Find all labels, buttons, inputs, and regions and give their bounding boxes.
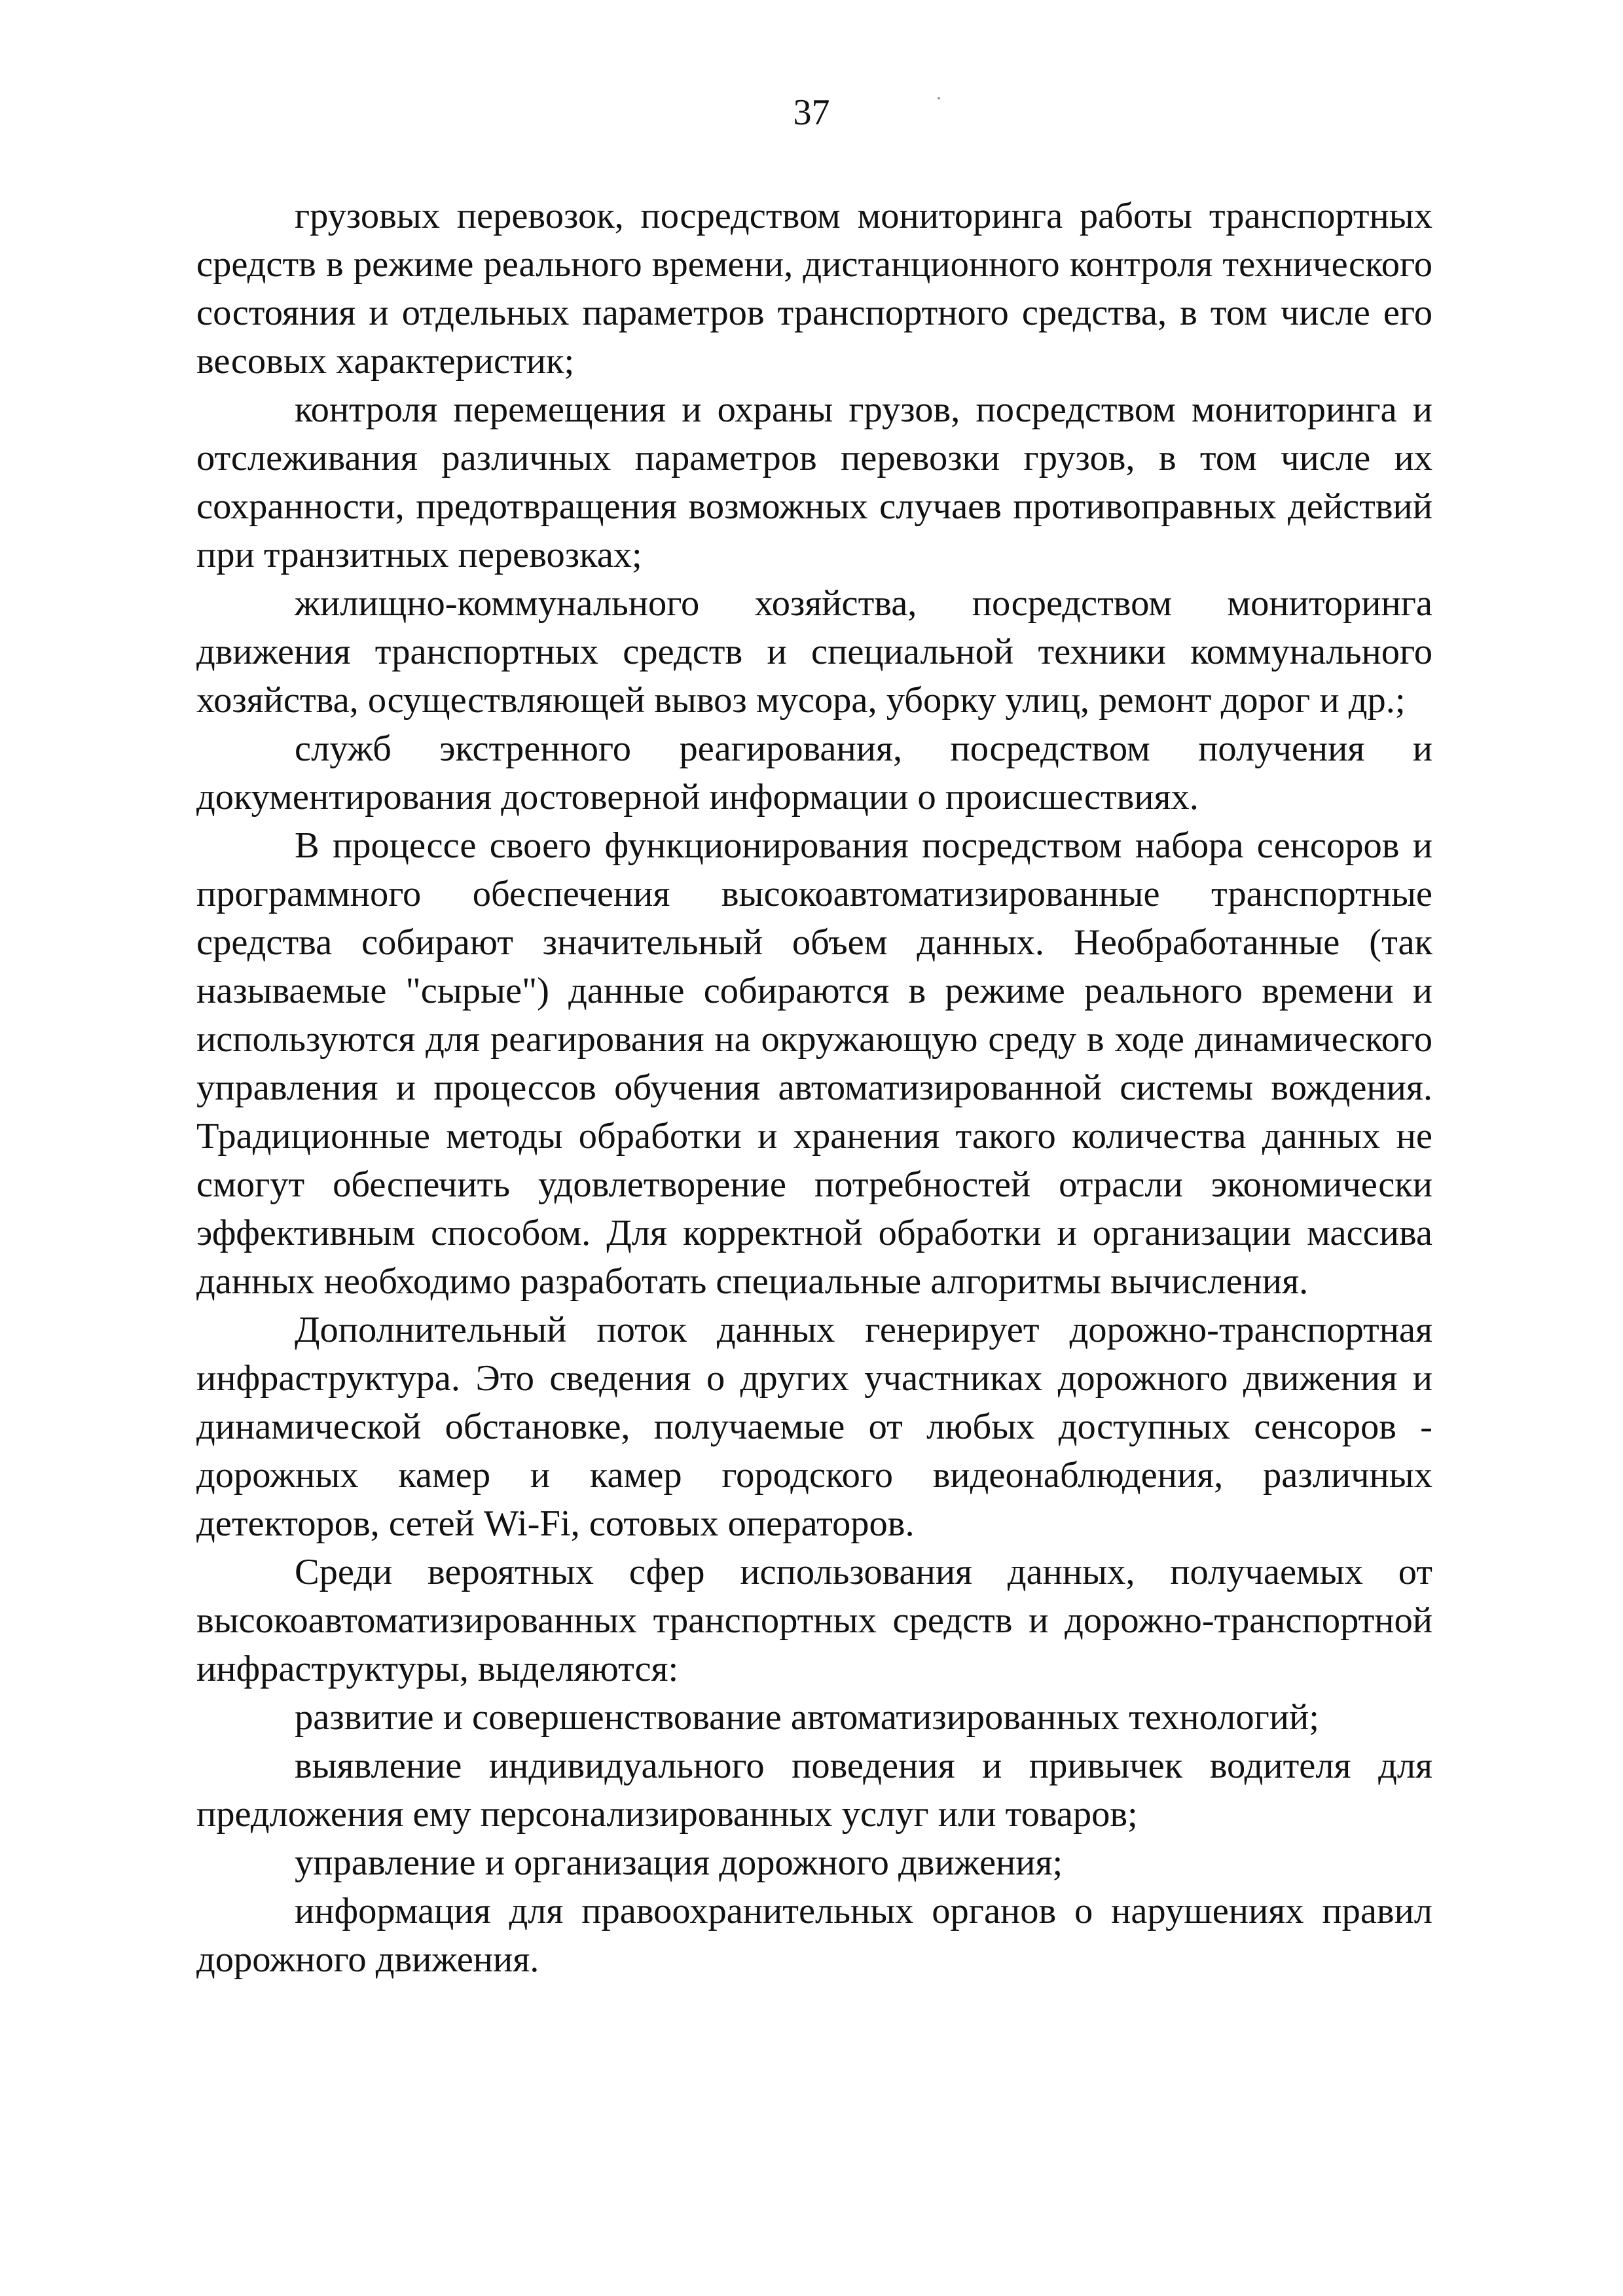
paragraph-housing-utilities: жилищно-коммунального хозяйства, посредством мониторинга движения транспортных средств и специальной техники коммунального хозяйства, осуществляющей вывоз мусора, уборку улиц, ремонт дорог и др.; xyxy=(196,583,1432,721)
page-number: 37 xyxy=(793,92,830,133)
document-body xyxy=(196,192,1432,1984)
paragraph-cargo-control: контроля перемещения и охраны грузов, посредством мониторинга и отслеживания различных параметров перевозки грузов, в том числе их сохранности, предотвращения возможных случаев противоправных действий при транзитных перевозках; xyxy=(196,389,1432,575)
paragraph-freight-transport: грузовых перевозок, посредством мониторинга работы транспортных средств в режиме реального времени, дистанционного контроля технического состояния и отдельных параметров транспортного средства, в том числе его весовых характеристик; xyxy=(196,196,1432,382)
paragraph-emergency-services: служб экстренного реагирования, посредством получения и документирования достоверной информации о происшествиях. xyxy=(196,728,1432,817)
paragraph-data-collection: В процессе своего функционирования посредством набора сенсоров и программного обеспечения высокоавтоматизированные транспортные средства собирают значительный объем данных. Необработанные (так называемые "сырые") данные собираются в режиме реального времени и используются для реагирования на окружающую среду в ходе динамического управления и процессов обучения автоматизированной системы вождения. Традиционные методы обработки и хранения такого количества данных не смогут обеспечить удовлетворение потребностей отрасли экономически эффективным способом. Для корректной обработки и организации массива данных необходимо разработать специальные алгоритмы вычисления. xyxy=(196,825,1432,1302)
list-item-traffic-management: управление и организация дорожного движения; xyxy=(295,1842,1063,1883)
list-item-driver-behavior: выявление индивидуального поведения и привычек водителя для предложения ему персонализированных услуг или товаров; xyxy=(196,1746,1432,1835)
list-item-technology-development: развитие и совершенствование автоматизированных технологий; xyxy=(295,1697,1319,1738)
list-item-law-enforcement: информация для правоохранительных органов о нарушениях правил дорожного движения. xyxy=(196,1891,1432,1980)
paragraph-data-usage-intro: Среди вероятных сфер использования данных, получаемых от высокоавтоматизированных транспортных средств и дорожно-транспортной инфраструктуры, выделяются: xyxy=(196,1552,1432,1689)
paragraph-infrastructure-data: Дополнительный поток данных генерирует дорожно-транспортная инфраструктура. Это сведения о других участниках дорожного движения и динамической обстановке, получаемые от любых доступных сенсоров - дорожных камер и камер городского видеонаблюдения, различных детекторов, сетей Wi-Fi, сотовых операторов. xyxy=(196,1310,1432,1544)
